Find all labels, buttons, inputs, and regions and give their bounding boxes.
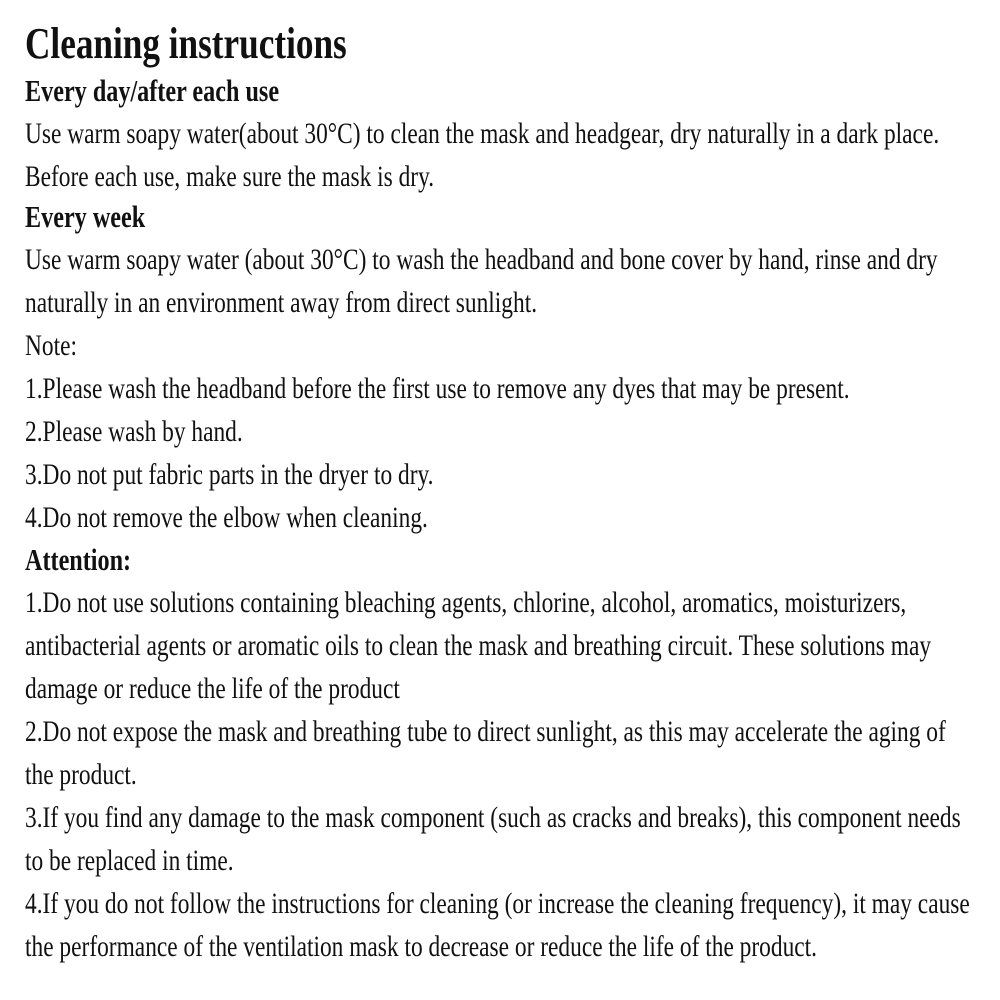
attention-line-8: 4.If you do not follow the instructions for cleaning (or increase the cleaning frequency), it may cause [25,887,970,920]
attention-line-9: the performance of the ventilation mask to decrease or reduce the life of the product. [25,930,818,963]
attention-line-3: damage or reduce the life of the product [25,672,400,705]
section-attention [25,539,975,968]
weekly-line-2: naturally in an environment away from direct sunlight. [25,286,538,319]
page-title: Cleaning instructions [25,19,347,68]
section-daily [25,70,975,198]
attention-line-7: to be replaced in time. [25,844,234,877]
document-page [25,18,975,968]
daily-line-2: Before each use, make sure the mask is dry. [25,160,435,193]
note-heading: Note: [25,329,77,362]
attention-heading: Attention: [25,542,132,577]
attention-line-5: the product. [25,758,137,791]
daily-heading: Every day/after each use [25,73,280,108]
daily-line-1: Use warm soapy water(about 30°C) to clean the mask and headgear, dry naturally in a dark place. [25,117,940,150]
note-item-3: 3.Do not put fabric parts in the dryer to dry. [25,458,434,491]
attention-line-2: antibacterial agents or aromatic oils to clean the mask and breathing circuit. These solutions may [25,629,932,662]
section-note [25,324,975,539]
note-item-2: 2.Please wash by hand. [25,415,243,448]
section-weekly [25,196,975,324]
weekly-heading: Every week [25,199,146,234]
note-item-4: 4.Do not remove the elbow when cleaning. [25,501,428,534]
attention-line-4: 2.Do not expose the mask and breathing tube to direct sunlight, as this may accelerate the aging of [25,715,946,748]
attention-line-1: 1.Do not use solutions containing bleaching agents, chlorine, alcohol, aromatics, moisturizers, [25,586,907,619]
weekly-line-1: Use warm soapy water (about 30°C) to wash the headband and bone cover by hand, rinse and dry [25,243,938,276]
attention-line-6: 3.If you find any damage to the mask component (such as cracks and breaks), this component needs [25,801,961,834]
note-item-1: 1.Please wash the headband before the first use to remove any dyes that may be present. [25,372,850,405]
